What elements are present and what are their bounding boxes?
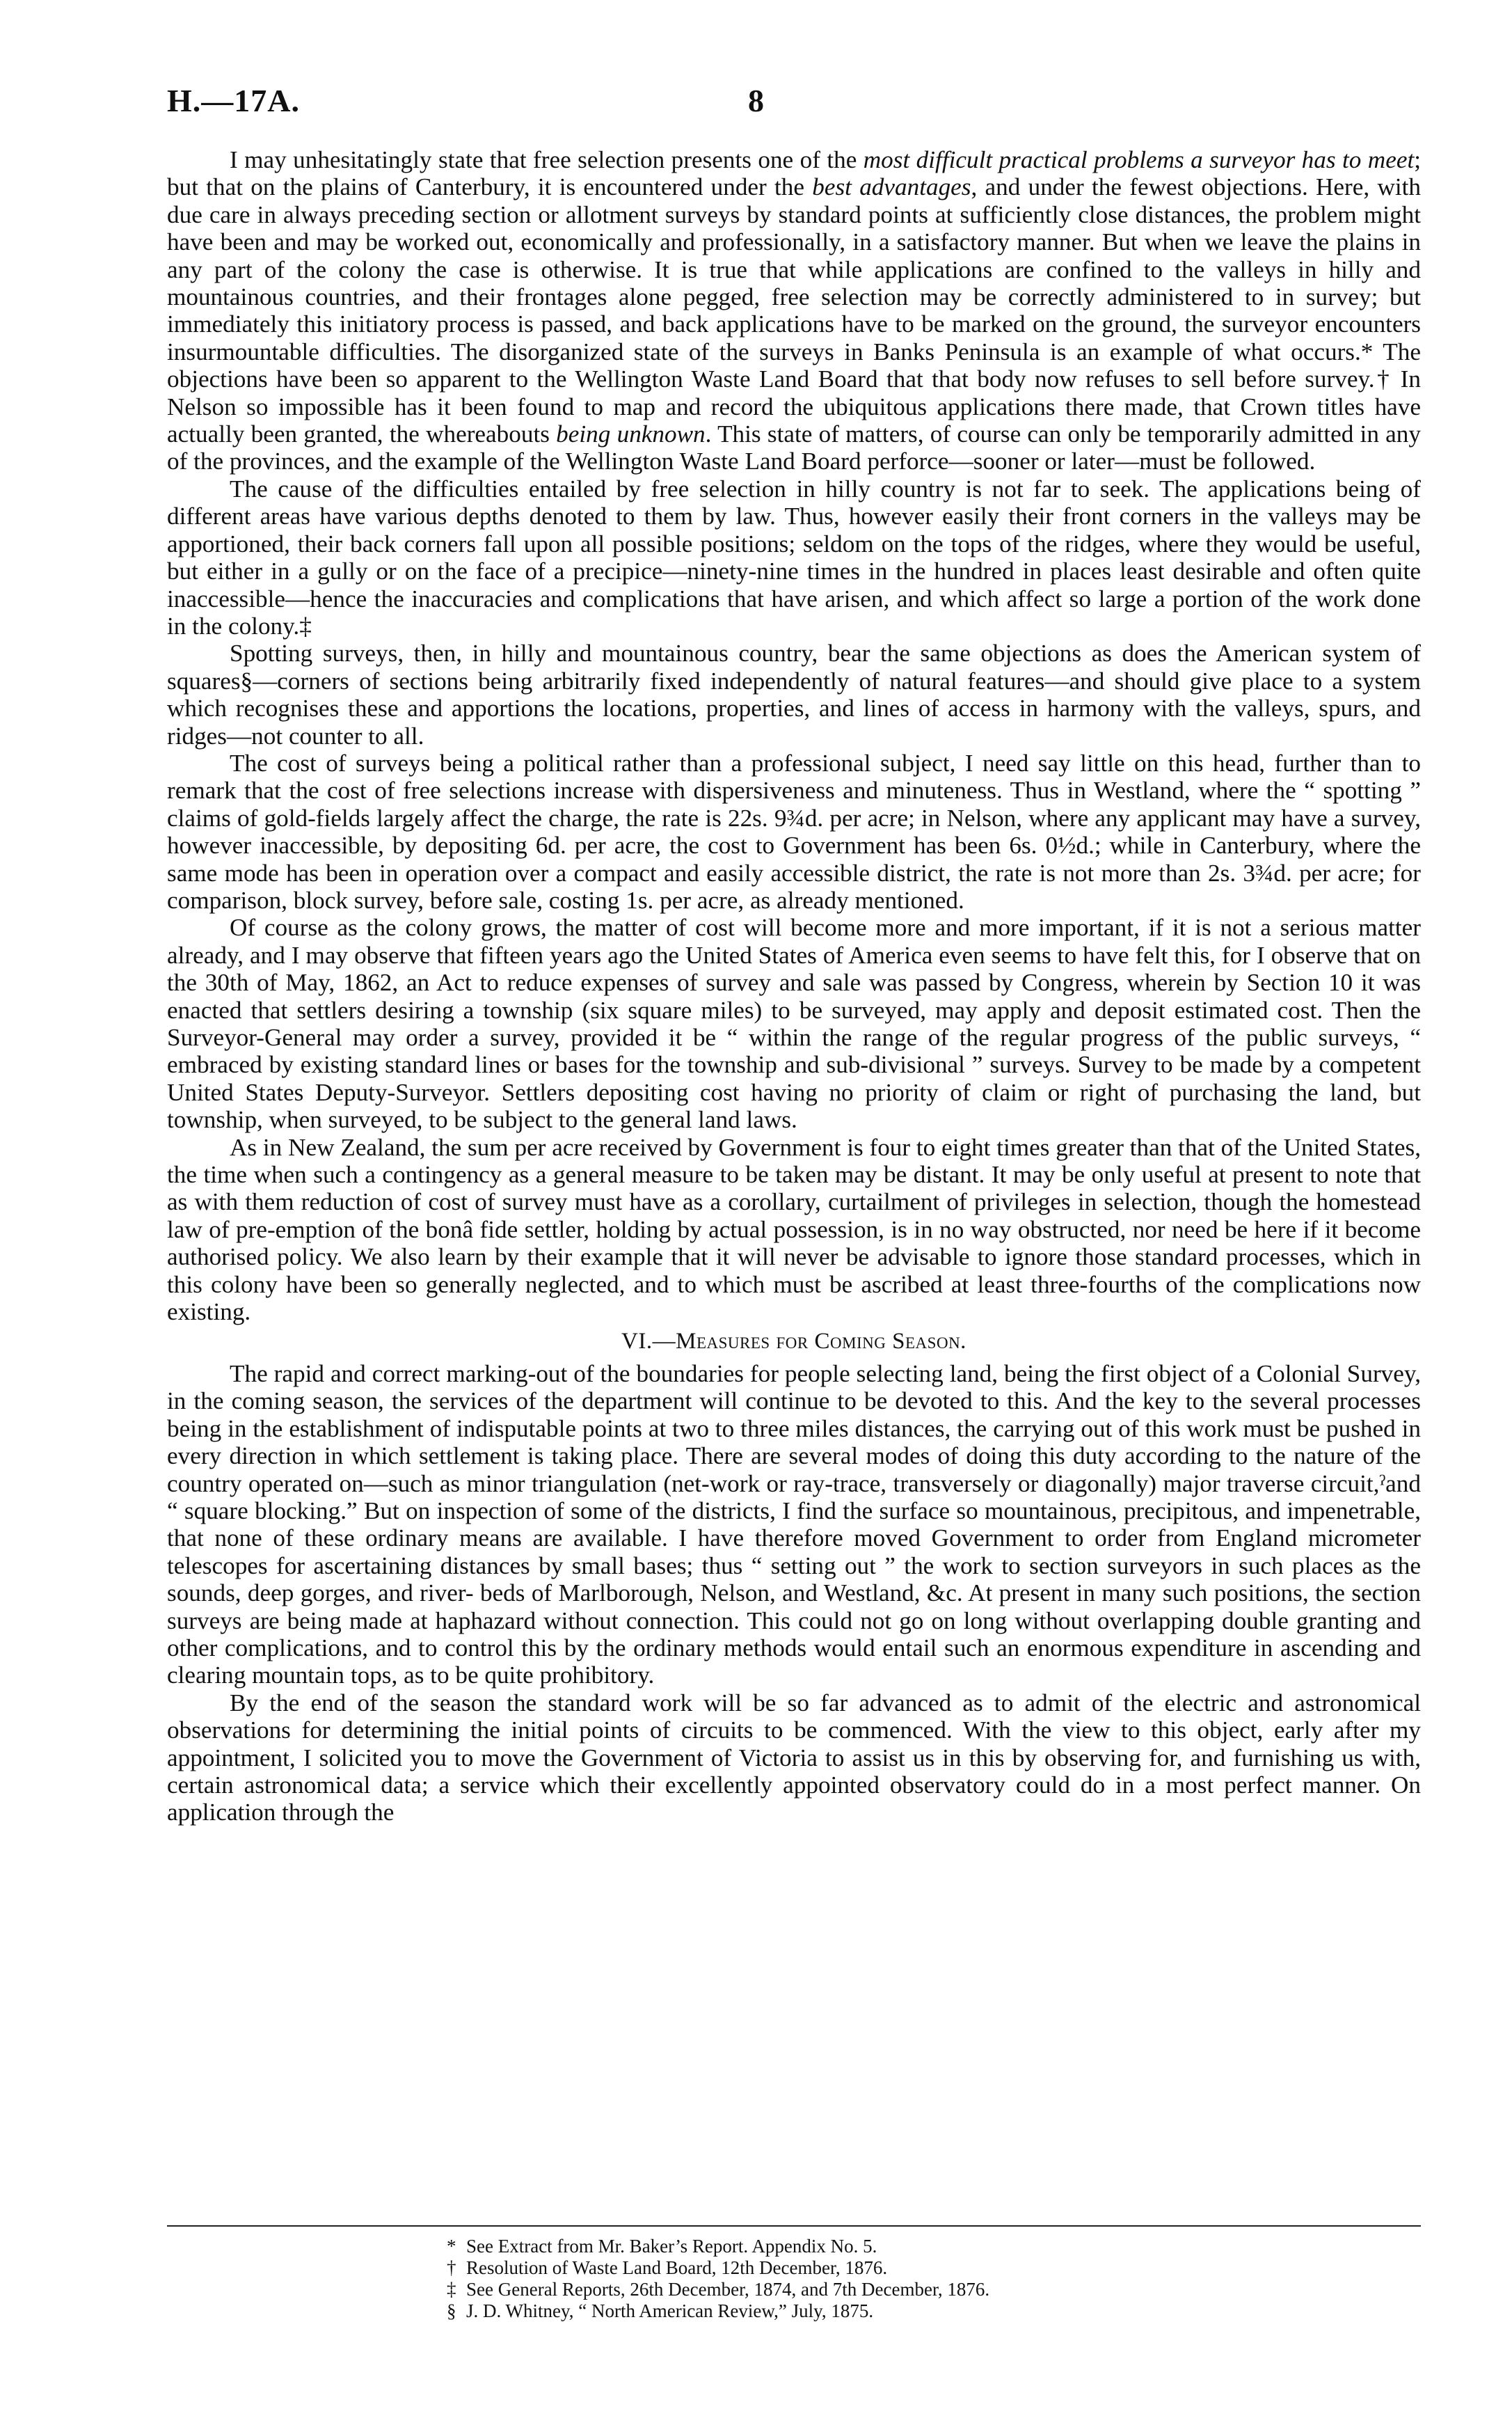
footnote-text: Resolution of Waste Land Board, 12th December, 1876. [466,2257,888,2278]
text-run: I may unhesitatingly state that free selection presents one of the [230,146,864,173]
footnote-text: J. D. Whitney, “ North American Review,” July, 1875. [466,2300,874,2321]
footnote [447,2300,989,2322]
text-run: , and under the fewest objections. Here, with due care in always preceding section or allotment surveys by standard points at sufficiently close distances, the problem might have been and may be worked out, economically and professionally, in a satisfactory manner. But when we leave the plains in any part of the colony the case is otherwise. It is true that while applications are confined to the valleys in hilly and mountainous countries, and their frontages alone pegged, free selection may be correctly administered to in survey; but immediately this initiatory process is passed, and back applications have to be marked on the ground, the surveyor encounters insurmountable difficulties. The disorganized state of the surveys in Banks Peninsula is an example of what occurs.* The objections have been so apparent to the Wellington Waste Land Board that that body now refuses to sell before survey.† In Nelson so impossible has it been found to map and record the ubiquitous applications there made, that Crown titles have actually been granted, the whereabouts [167,173,1421,448]
footnote [447,2236,989,2257]
page-number: 8 [748,83,764,118]
paragraph: The cause of the difficulties entailed by free selection in hilly country is not far to seek. The applications being of different areas have various depths denoted to them by law. Thus, however easily their front corners in the valleys may be apportioned, their back corners fall upon all possible positions; seldom on the tops of the ridges, where they would be useful, but either in a gully or on the face of a precipice—ninety-nine times in the hundred in places least desirable and often quite inaccessible—hence the inaccuracies and complications that have arisen, and which affect so large a portion of the work done in the colony.‡ [167,475,1421,640]
footnotes [447,2236,989,2322]
footnote [447,2257,989,2279]
footnote [447,2279,989,2300]
footnote-mark: † [447,2257,456,2278]
footnote-divider [167,2225,1421,2227]
section-title: Measures for Coming Season. [676,1329,966,1354]
footnote-text: See Extract from Mr. Baker’s Report. Appendix No. 5. [466,2236,877,2257]
text-run: . This state of matters, of course can only be temporarily admitted in any of the provinces, and the example of the Wellington Waste Land Board perforce—sooner or later—must be followed. [167,420,1421,475]
paragraph [167,146,1421,475]
body-text [167,146,1421,1826]
document-id: H.—17A. [167,83,300,118]
paragraph: Of course as the colony grows, the matter of cost will become more and more important, if it is not a serious matter already, and I may observe that fifteen years ago the United States of America even seems to have felt this, for I observe that on the 30th of May, 1862, an Act to reduce expenses of survey and sale was passed by Congress, wherein by Section 10 it was enacted that settlers desiring a township (six square miles) to be surveyed, may apply and deposit estimated cost. Then the Surveyor-General may order a survey, provided it be “ within the range of the regular progress of the public surveys, “ embraced by existing standard lines or bases for the township and sub-divisional ” surveys. Survey to be made by a competent United States Deputy-Surveyor. Settlers depositing cost having no priority of claim or right of purchasing the land, but township, when surveyed, to be subject to the general land laws. [167,914,1421,1134]
paragraph: By the end of the season the standard work will be so far advanced as to admit of the electric and astronomical observations for determining the initial points of circuits to be commenced. With the view to this object, early after my appointment, I solicited you to move the Government of Victoria to assist us in this by observing for, and furnishing us with, certain astronomical data; a service which their excellently appointed observatory could do in a most perfect manner. On application through the [167,1689,1421,1826]
footnote-mark: * [447,2236,456,2257]
paragraph: The cost of surveys being a political rather than a professional subject, I need say little on this head, further than to remark that the cost of free selections increase with dispersiveness and minuteness. Thus in Westland, where the “ spotting ” claims of gold-fields largely affect the charge, the rate is 22s. 9¾d. per acre; in Nelson, where any applicant may have a survey, however inaccessible, by depositing 6d. per acre, the cost to Government has been 6s. 0½d.; while in Canterbury, where the same mode has been in operation over a compact and easily accessible district, the rate is not more than 2s. 3¾d. per acre; for comparison, block survey, before sale, costing 1s. per acre, as already mentioned. [167,749,1421,914]
section-heading [167,1328,1421,1355]
italic-run: most difficult practical problems a surveyor has to meet [863,146,1415,173]
paragraph: The rapid and correct marking-out of the boundaries for people selecting land, being the first object of a Colonial Survey, in the coming season, the services of the department will continue to be devoted to this. And the key to the several processes being in the establishment of indisputable points at two to three miles distances, the carrying out of this work must be pushed in every direction in which settlement is taking place. There are several modes of doing this duty according to the nature of the country operated on—such as minor triangulation (net-work or ray-trace, transversely or diagonally) major traverse circuit,ˀand “ square blocking.” But on inspection of some of the districts, I find the surface so mountainous, precipitous, and impenetrable, that none of these ordinary means are available. I have therefore moved Government to order from England micrometer telescopes for ascertaining distances by small bases; thus “ setting out ” the work to section surveyors in such places as the sounds, deep gorges, and river- beds of Marlborough, Nelson, and Westland, &c. At present in many such positions, the section surveys are being made at haphazard without connection. This could not go on long without overlapping double granting and other complications, and to control this by the ordinary methods would entail such an enormous expenditure in ascending and clearing mountain tops, as to be quite prohibitory. [167,1359,1421,1689]
footnote-mark: § [447,2300,456,2321]
footnote-mark: ‡ [447,2279,456,2300]
text-run: ; but that on the plains of Canterbury, it is encountered under the [167,146,1421,201]
section-numeral: VI.— [621,1329,676,1354]
page-header [167,82,1345,124]
italic-run: best advantages [812,173,971,201]
footnote-text: See General Reports, 26th December, 1874, and 7th December, 1876. [466,2279,990,2300]
paragraph: Spotting surveys, then, in hilly and mountainous country, bear the same objections as does the American system of squares§—corners of sections being arbitrarily fixed independently of natural features—and should give place to a system which recognises these and apportions the locations, properties, and lines of access in harmony with the valleys, spurs, and ridges—not counter to all. [167,640,1421,750]
paragraph: As in New Zealand, the sum per acre received by Government is four to eight times greater than that of the United States, the time when such a contingency as a general measure to be taken may be distant. It may be only useful at present to note that as with them reduction of cost of survey must have as a corollary, curtailment of privileges in selection, though the homestead law of pre-emption of the bonâ fide settler, holding by actual possession, is in no way obstructed, nor need be here if it become authorised policy. We also learn by their example that it will never be advisable to ignore those standard processes, which in this colony have been so generally neglected, and to which must be ascribed at least three-fourths of the complications now existing. [167,1133,1421,1326]
italic-run: being unknown [556,420,706,448]
